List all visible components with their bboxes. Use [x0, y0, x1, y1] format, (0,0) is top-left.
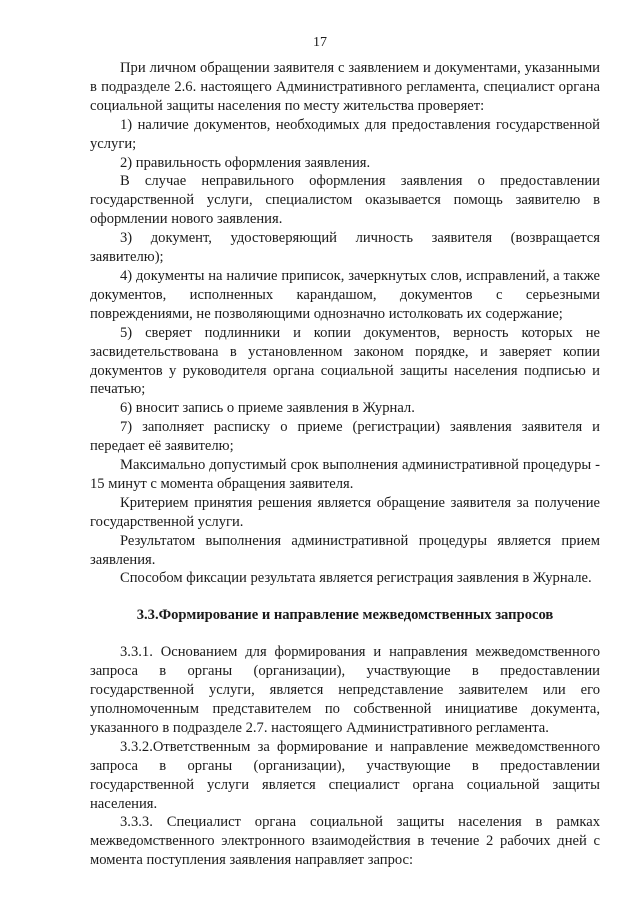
paragraph: Максимально допустимый срок выполнения административной процедуры - 15 минут с момента обращения заявителя. — [90, 457, 600, 492]
paragraph: При личном обращении заявителя с заявлением и документами, указанными в подразделе 2.6. настоящего Административного регламента, специалист органа социальной защиты населения по месту жительства проверяет: — [90, 60, 600, 114]
paragraph: 3.3.2.Ответственным за формирование и направление межведомственного запроса в органы (организации), участвующие в предоставлении государственной услуги является специалист органа социальной защиты населения. — [90, 738, 600, 812]
list-item: 4) документы на наличие приписок, зачеркнутых слов, исправлений, а также документов, исполненных карандашом, документов с серьезными повреждениями, не позволяющими однозначно истолковать их содержание; — [90, 267, 600, 322]
paragraph: 3.3.3. Специалист органа социальной защиты населения в рамках межведомственного электронного взаимодействия в течение 2 рабочих дней с момента поступления заявления направляет запрос: — [90, 814, 600, 869]
paragraph: Способом фиксации результата является регистрация заявления в Журнале. — [120, 570, 592, 587]
document-body — [90, 59, 600, 870]
list-item: 3) документ, удостоверяющий личность заявителя (возвращается заявителю); — [90, 230, 600, 266]
paragraph: Результатом выполнения административной процедуры является прием заявления. — [90, 532, 600, 568]
page-number: 17 — [313, 35, 327, 50]
list-item: 6) вносит запись о приеме заявления в Журнал. — [120, 400, 415, 417]
paragraph: Критерием принятия решения является обращение заявителя за получение государственной услуги. — [90, 494, 600, 530]
paragraph: 3.3.1. Основанием для формирования и направления межведомственного запроса в органы (организации), участвующие в предоставлении государственной услуги, является непредставление заявителем или его уполномоченным представителем по собственной инициативе документа, указанного в подразделе 2.7. настоящего Административного регламента. — [90, 644, 600, 736]
spacer — [90, 625, 600, 643]
section-heading: 3.3.Формирование и направление межведомственных запросов — [136, 607, 554, 624]
list-item: 7) заполняет расписку о приеме (регистрации) заявления заявителя и передает её заявителю; — [90, 419, 600, 455]
paragraph: В случае неправильного оформления заявления о предоставлении государственной услуги, специалистом оказывается помощь заявителю в оформлении нового заявления. — [90, 173, 600, 228]
list-item: 2) правильность оформления заявления. — [120, 154, 371, 171]
spacer — [90, 588, 600, 606]
list-item: 1) наличие документов, необходимых для предоставления государственной услуги; — [90, 116, 600, 152]
list-item: 5) сверяет подлинники и копии документов, верность которых не засвидетельствована в установленном законом порядке, и заверяет копии документов у руководителя органа социальной защиты населения подписью и печатью; — [90, 324, 600, 398]
